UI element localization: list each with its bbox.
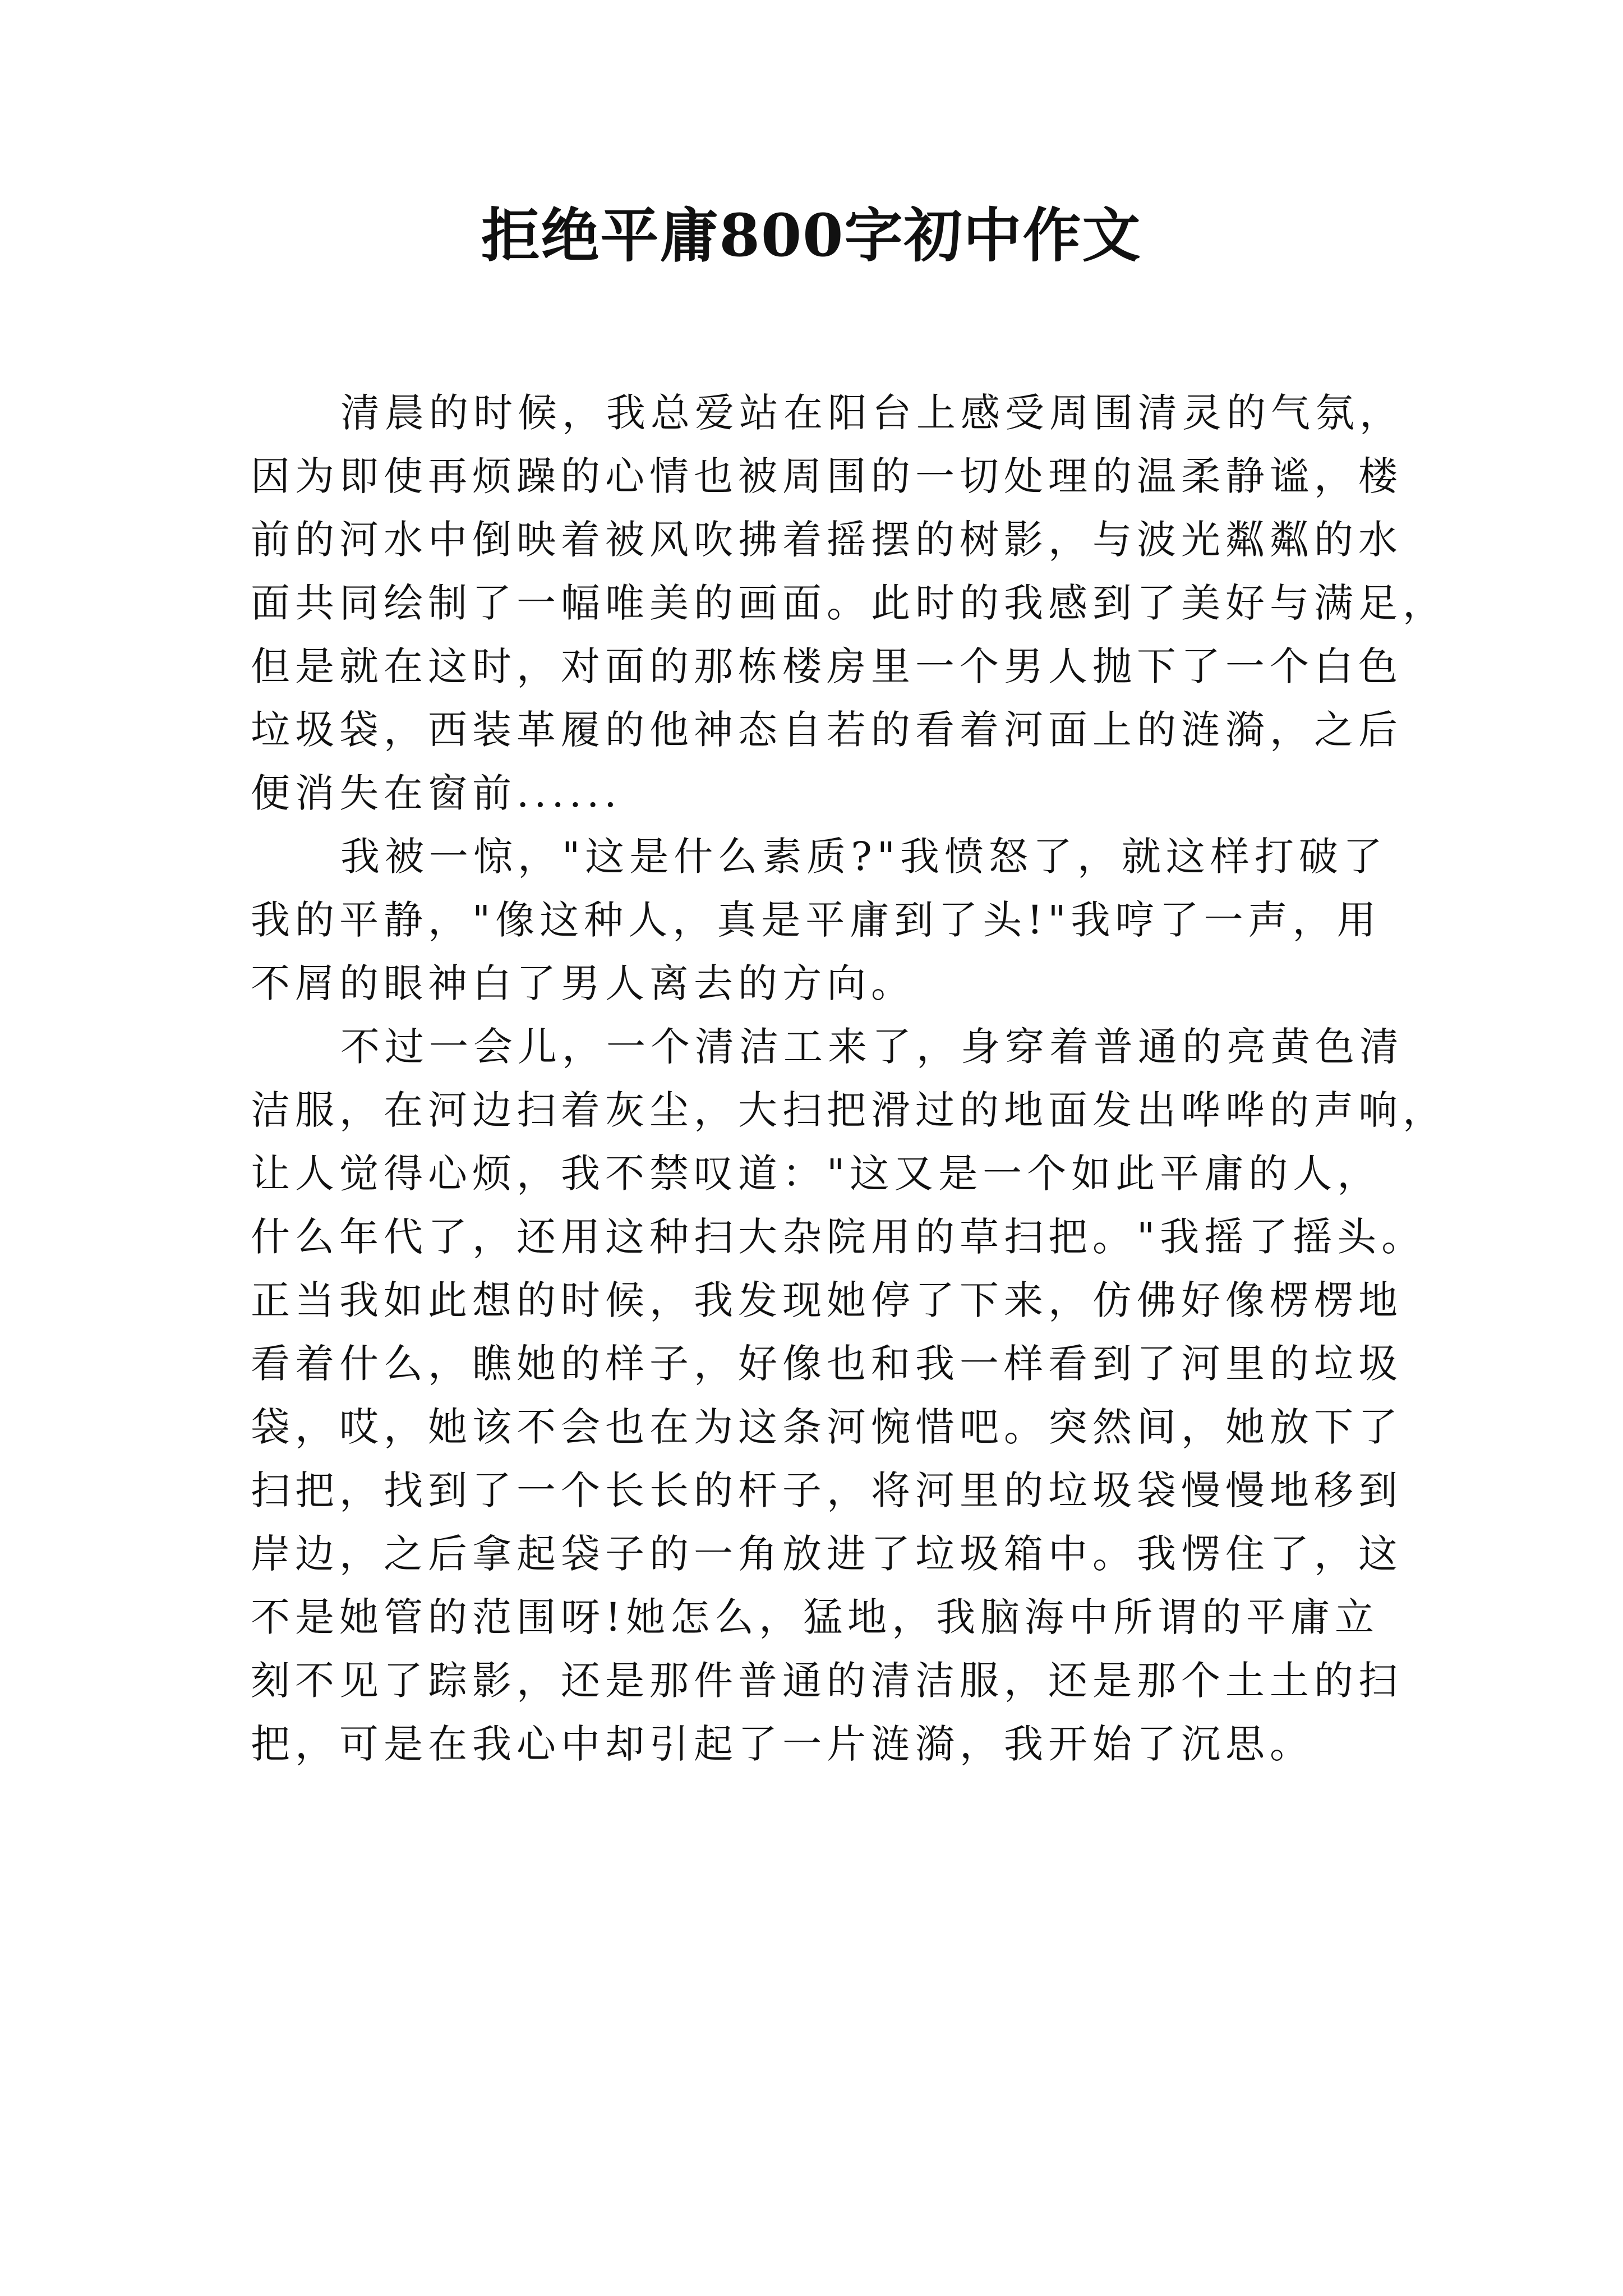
paragraph-line: 让人觉得心烦，我不禁叹道："这又是一个如此平庸的人， [251, 1151, 1382, 1197]
paragraph-line: 刻不见了踪影，还是那件普通的清洁服，还是那个土土的扫 [251, 1658, 1403, 1704]
paragraph-line: 岸边，之后拿起袋子的一角放进了垃圾箱中。我愣住了，这 [251, 1531, 1403, 1577]
paragraph-line: 我被一惊，"这是什么素质?"我愤怒了，就这样打破了 [340, 834, 1387, 880]
paragraph-line: 扫把，找到了一个长长的杆子，将河里的垃圾袋慢慢地移到 [251, 1467, 1403, 1513]
document-body [251, 381, 1447, 1776]
paragraph-line: 便消失在窗前...... [251, 770, 622, 816]
paragraph-line: 垃圾袋，西装革履的他神态自若的看着河面上的涟漪，之后 [251, 707, 1403, 753]
paragraph-line: 前的河水中倒映着被风吹拂着摇摆的树影，与波光粼粼的水 [251, 517, 1403, 563]
paragraph-line: 不是她管的范围呀!她怎么，猛地，我脑海中所谓的平庸立 [251, 1594, 1380, 1640]
paragraph-line: 把，可是在我心中却引起了一片涟漪，我开始了沉思。 [251, 1721, 1314, 1767]
paragraph-line: 不屑的眼神白了男人离去的方向。 [251, 960, 915, 1006]
paragraph-line: 我的平静，"像这种人，真是平庸到了头!"我哼了一声，用 [251, 897, 1381, 943]
paragraph-line: 因为即使再烦躁的心情也被周围的一切处理的温柔静谧，楼 [251, 453, 1403, 499]
paragraph-line: 洁服，在河边扫着灰尘，大扫把滑过的地面发出哗哗的声响， [251, 1087, 1447, 1133]
paragraph-line: 袋，哎，她该不会也在为这条河惋惜吧。突然间，她放下了 [251, 1404, 1403, 1450]
paragraph-line: 但是就在这时，对面的那栋楼房里一个男人抛下了一个白色 [251, 643, 1403, 689]
paragraph-line: 不过一会儿，一个清洁工来了，身穿着普通的亮黄色清 [340, 1024, 1404, 1070]
paragraph-line: 清晨的时候，我总爱站在阳台上感受周围清灵的气氛， [340, 390, 1404, 436]
paragraph-line: 什么年代了，还用这种扫大杂院用的草扫把。"我摇了摇头。 [251, 1214, 1426, 1260]
paragraph-1 [251, 381, 1447, 825]
document-title: 拒绝平庸800字初中作文 [481, 201, 1142, 270]
paragraph-3 [251, 1015, 1447, 1776]
paragraph-line: 正当我如此想的时候，我发现她停了下来，仿佛好像楞楞地 [251, 1277, 1403, 1323]
paragraph-line: 面共同绘制了一幅唯美的画面。此时的我感到了美好与满足， [251, 580, 1447, 626]
paragraph-2 [251, 825, 1417, 1015]
paragraph-line: 看着什么，瞧她的样子，好像也和我一样看到了河里的垃圾 [251, 1341, 1403, 1387]
